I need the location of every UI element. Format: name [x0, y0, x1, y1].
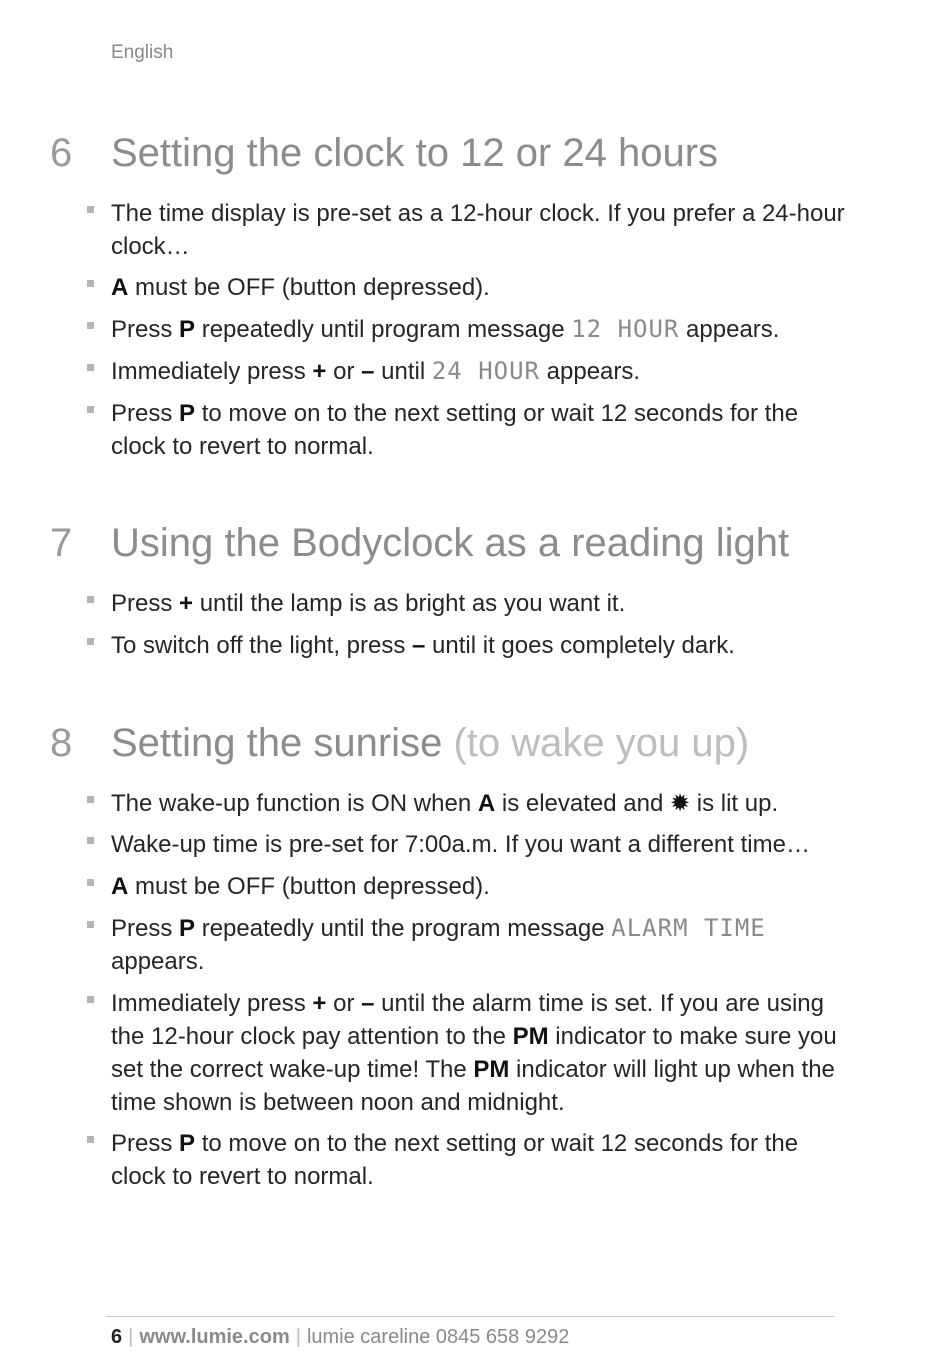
section-heading — [0, 128, 950, 188]
list-item-text: To switch off the light, press – until it goes completely dark. — [111, 632, 735, 659]
list-item-text: Immediately press + or – until the alarm time is set. If you are using the 12-hour clock pay attention to the PM indicator to make sure you set the correct wake-up time! The PM indicator will light up when the time shown is between noon and midnight. — [111, 990, 837, 1116]
bullet-square-icon — [87, 837, 94, 844]
lcd-message: ALARM TIME — [611, 914, 766, 942]
language-label: English — [111, 42, 174, 63]
section-number: 6 — [50, 131, 73, 175]
bullet-square-icon — [87, 996, 94, 1003]
list-item-text: Press P to move on to the next setting or wait 12 seconds for the clock to revert to normal. — [111, 400, 799, 460]
section-clock-12-24 — [0, 128, 950, 188]
footer-separator: | — [128, 1326, 134, 1348]
section-heading — [0, 718, 950, 778]
list-item-text: Press P to move on to the next setting or wait 12 seconds for the clock to revert to normal. — [111, 1130, 799, 1190]
list-item-text: Press P repeatedly until program message 12 HOUR appears. — [111, 315, 780, 343]
bullet-square-icon — [87, 322, 94, 329]
lcd-message: 12 HOUR — [571, 315, 680, 343]
bullet-square-icon — [87, 406, 94, 413]
careline-text: lumie careline 0845 658 9292 — [306, 1326, 570, 1348]
footer-divider — [106, 1316, 834, 1317]
section-title: Setting the clock to 12 or 24 hours — [111, 131, 719, 175]
bullet-square-icon — [87, 879, 94, 886]
bullet-square-icon — [87, 596, 94, 603]
footer — [111, 1326, 569, 1349]
list-item-text: The wake-up function is ON when A is elevated and ✹ is lit up. — [111, 790, 779, 817]
list-item-text: Press P repeatedly until the program message ALARM TIME appears. — [111, 914, 766, 975]
bullet-square-icon — [87, 364, 94, 371]
footer-separator: | — [295, 1326, 301, 1348]
section-title: Setting the sunrise (to wake you up) — [111, 721, 750, 765]
list-item-text: Press + until the lamp is as bright as you want it. — [111, 590, 626, 617]
section-number: 8 — [50, 721, 73, 765]
bullet-square-icon — [87, 638, 94, 645]
section-subtitle: (to wake you up) — [453, 721, 750, 765]
website-link[interactable]: www.lumie.com — [139, 1326, 290, 1348]
lcd-message: 24 HOUR — [431, 357, 540, 385]
bullet-square-icon — [87, 280, 94, 287]
bullet-square-icon — [87, 1136, 94, 1143]
list-item-text: Immediately press + or – until 24 HOUR appears. — [111, 357, 641, 385]
bullet-square-icon — [87, 206, 94, 213]
section-title: Using the Bodyclock as a reading light — [111, 521, 790, 565]
section-sunrise — [0, 718, 950, 778]
section-heading — [0, 518, 950, 578]
section-reading-light — [0, 518, 950, 578]
sun-icon: ✹ — [669, 790, 691, 817]
list-item-text: A must be OFF (button depressed). — [111, 274, 490, 301]
bullet-square-icon — [87, 796, 94, 803]
page-number: 6 — [111, 1326, 123, 1348]
list-item-text: A must be OFF (button depressed). — [111, 873, 490, 900]
list-item-text: The time display is pre-set as a 12-hour clock. If you prefer a 24-hour clock… — [111, 200, 845, 260]
list-item-text: Wake-up time is pre-set for 7:00a.m. If you want a different time… — [111, 831, 810, 858]
section-number: 7 — [50, 521, 73, 565]
bullet-square-icon — [87, 921, 94, 928]
